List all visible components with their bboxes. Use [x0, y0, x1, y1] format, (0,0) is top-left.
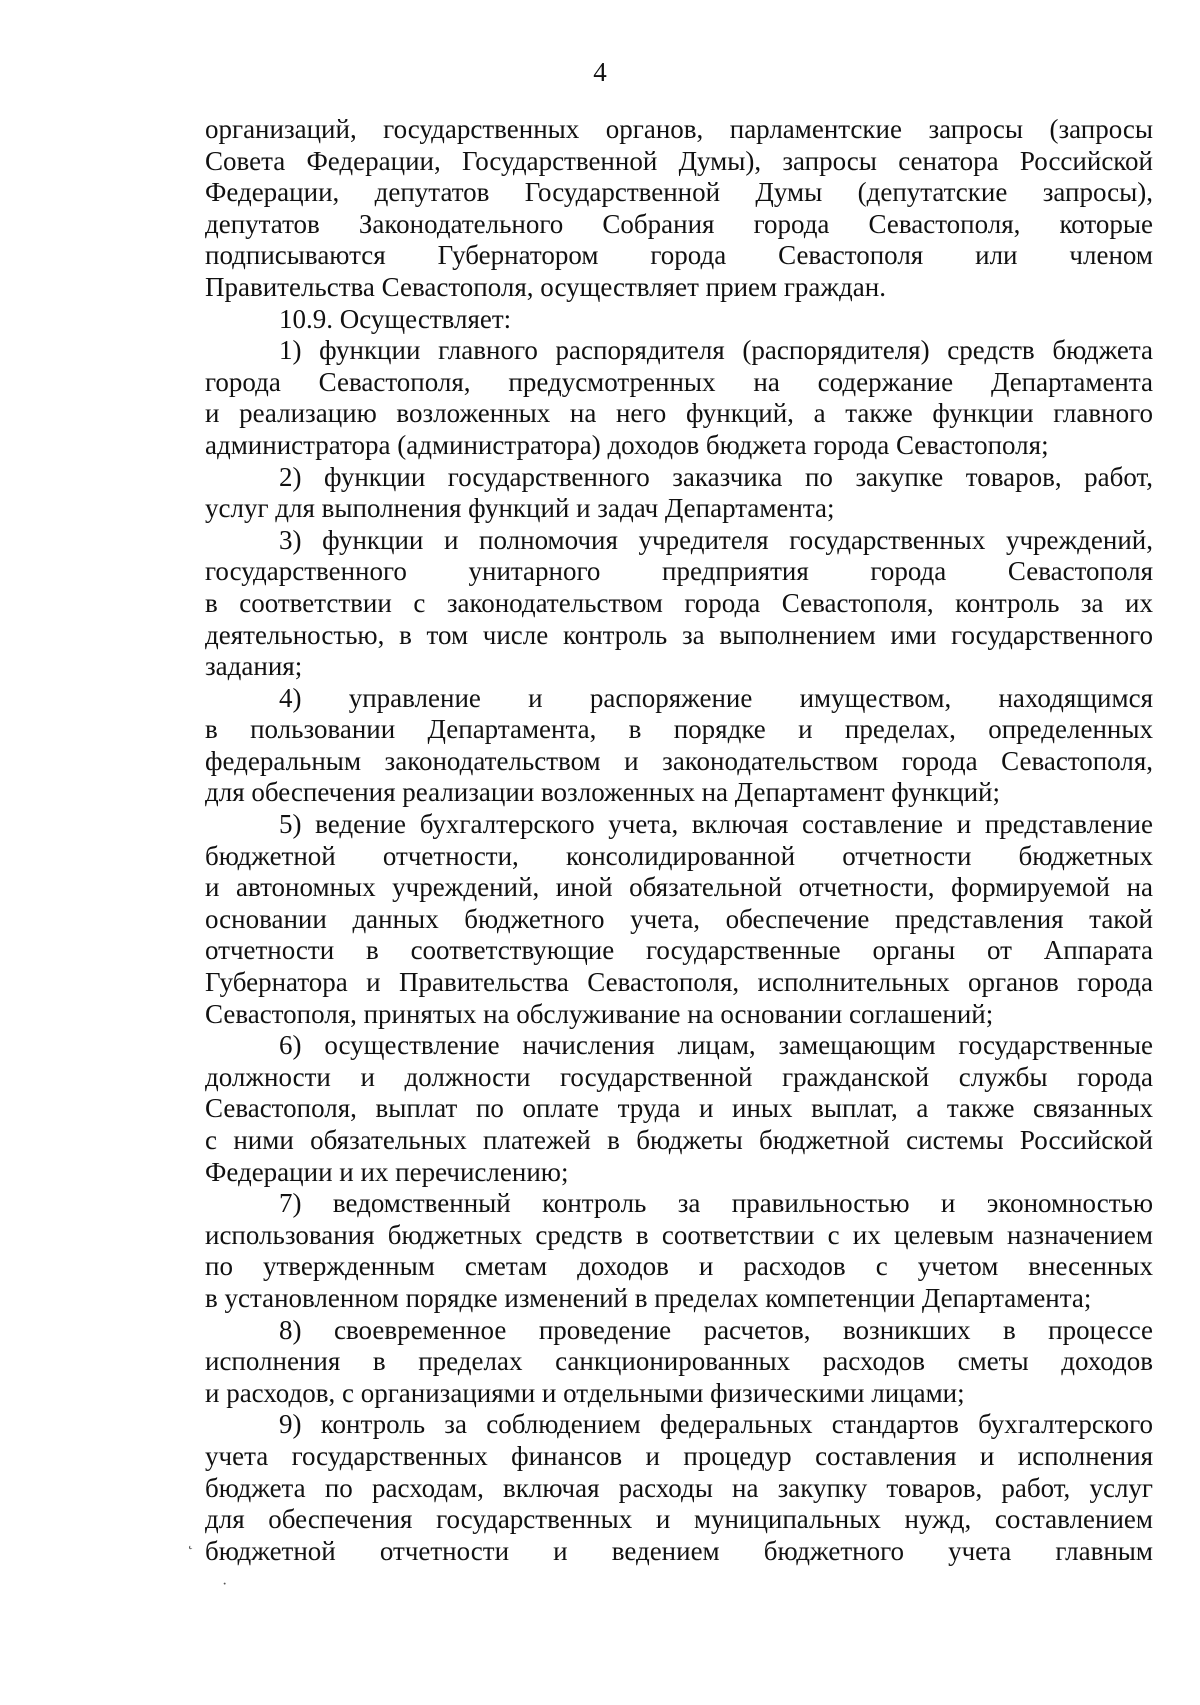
text-line: Правительства Севастополя, осуществляет прием граждан. [205, 271, 886, 302]
scan-speck-mark: ˛ [188, 1533, 194, 1550]
item-3-line: задания; [205, 651, 303, 682]
item-3-line: 3) функции и полномочия учредителя государственных учреждений, [279, 524, 1153, 555]
item-5-line: и автономных учреждений, иной обязательной отчетности, формируемой на [205, 872, 1153, 903]
item-8-line: 8) своевременное проведение расчетов, возникших в процессе [279, 1314, 1153, 1345]
text-line: Совета Федерации, Государственной Думы), запросы сенатора Российской [205, 145, 1153, 176]
item-3-line: государственного унитарного предприятия города Севастополя [205, 556, 1153, 587]
text-line: подписываются Губернатором города Севастополя или членом [205, 240, 1153, 271]
item-9-line: бюджетной отчетности и ведением бюджетного учета главным [205, 1535, 1153, 1566]
item-5-line: основании данных бюджетного учета, обеспечение представления такой [205, 903, 1153, 934]
item-9-line: бюджета по расходам, включая расходы на закупку товаров, работ, услуг [205, 1472, 1153, 1503]
item-6-line: 6) осуществление начисления лицам, замещающим государственные [279, 1030, 1153, 1061]
item-1-line: города Севастополя, предусмотренных на содержание Департамента [205, 366, 1153, 397]
item-5-line: Губернатора и Правительства Севастополя, исполнительных органов города [205, 967, 1153, 998]
scan-speck-mark: · [222, 1576, 228, 1593]
text-line: организаций, государственных органов, парламентские запросы (запросы [205, 114, 1153, 144]
item-5-line: 5) ведение бухгалтерского учета, включая составление и представление [279, 809, 1153, 840]
item-9-line: для обеспечения государственных и муниципальных нужд, составлением [205, 1504, 1153, 1535]
text-line: депутатов Законодательного Собрания города Севастополя, которые [205, 208, 1153, 239]
section-heading-10-9: 10.9. Осуществляет: [279, 303, 512, 334]
document-body [205, 114, 1153, 1567]
item-3-line: в соответствии с законодательством города Севастополя, контроль за их [205, 587, 1153, 618]
item-3-line: деятельностью, в том числе контроль за выполнением ими государственного [205, 619, 1153, 650]
item-7-line: по утвержденным сметам доходов и расходов с учетом внесенных [205, 1251, 1153, 1282]
item-6-line: Севастополя, выплат по оплате труда и иных выплат, а также связанных [205, 1093, 1153, 1124]
item-4-line: федеральным законодательством и законодательством города Севастополя, [205, 745, 1153, 776]
item-7-line: в установленном порядке изменений в пределах компетенции Департамента; [205, 1282, 1092, 1313]
item-9-line: учета государственных финансов и процедур составления и исполнения [205, 1440, 1153, 1471]
item-7-line: 7) ведомственный контроль за правильностью и экономностью [279, 1188, 1153, 1219]
page-number: 4 [593, 57, 607, 87]
item-4-line: 4) управление и распоряжение имуществом, находящимся [279, 682, 1153, 713]
item-8-line: исполнения в пределах санкционированных расходов сметы доходов [205, 1346, 1153, 1377]
item-5-line: бюджетной отчетности, консолидированной отчетности бюджетных [205, 840, 1153, 871]
item-9-line: 9) контроль за соблюдением федеральных стандартов бухгалтерского [279, 1409, 1153, 1440]
item-1-line: администратора (администратора) доходов бюджета города Севастополя; [205, 429, 1049, 460]
item-5-line: Севастополя, принятых на обслуживание на основании соглашений; [205, 998, 994, 1029]
item-4-line: для обеспечения реализации возложенных на Департамент функций; [205, 777, 1001, 808]
text-line: Федерации, депутатов Государственной Думы (депутатские запросы), [205, 177, 1153, 208]
item-2-line: услуг для выполнения функций и задач Департамента; [205, 493, 835, 524]
item-6-line: с ними обязательных платежей в бюджеты бюджетной системы Российской [205, 1125, 1153, 1155]
item-1-line: 1) функции главного распорядителя (распорядителя) средств бюджета [279, 335, 1153, 366]
item-6-line: Федерации и их перечислению; [205, 1156, 569, 1187]
item-1-line: и реализацию возложенных на него функций, а также функции главного [205, 398, 1153, 429]
item-6-line: должности и должности государственной гражданской службы города [205, 1061, 1153, 1092]
item-2-line: 2) функции государственного заказчика по закупке товаров, работ, [279, 461, 1153, 492]
item-7-line: использования бюджетных средств в соответствии с их целевым назначением [205, 1219, 1153, 1250]
item-5-line: отчетности в соответствующие государственные органы от Аппарата [205, 935, 1153, 966]
item-4-line: в пользовании Департамента, в порядке и пределах, определенных [205, 714, 1153, 745]
item-8-line: и расходов, с организациями и отдельными физическими лицами; [205, 1377, 965, 1408]
